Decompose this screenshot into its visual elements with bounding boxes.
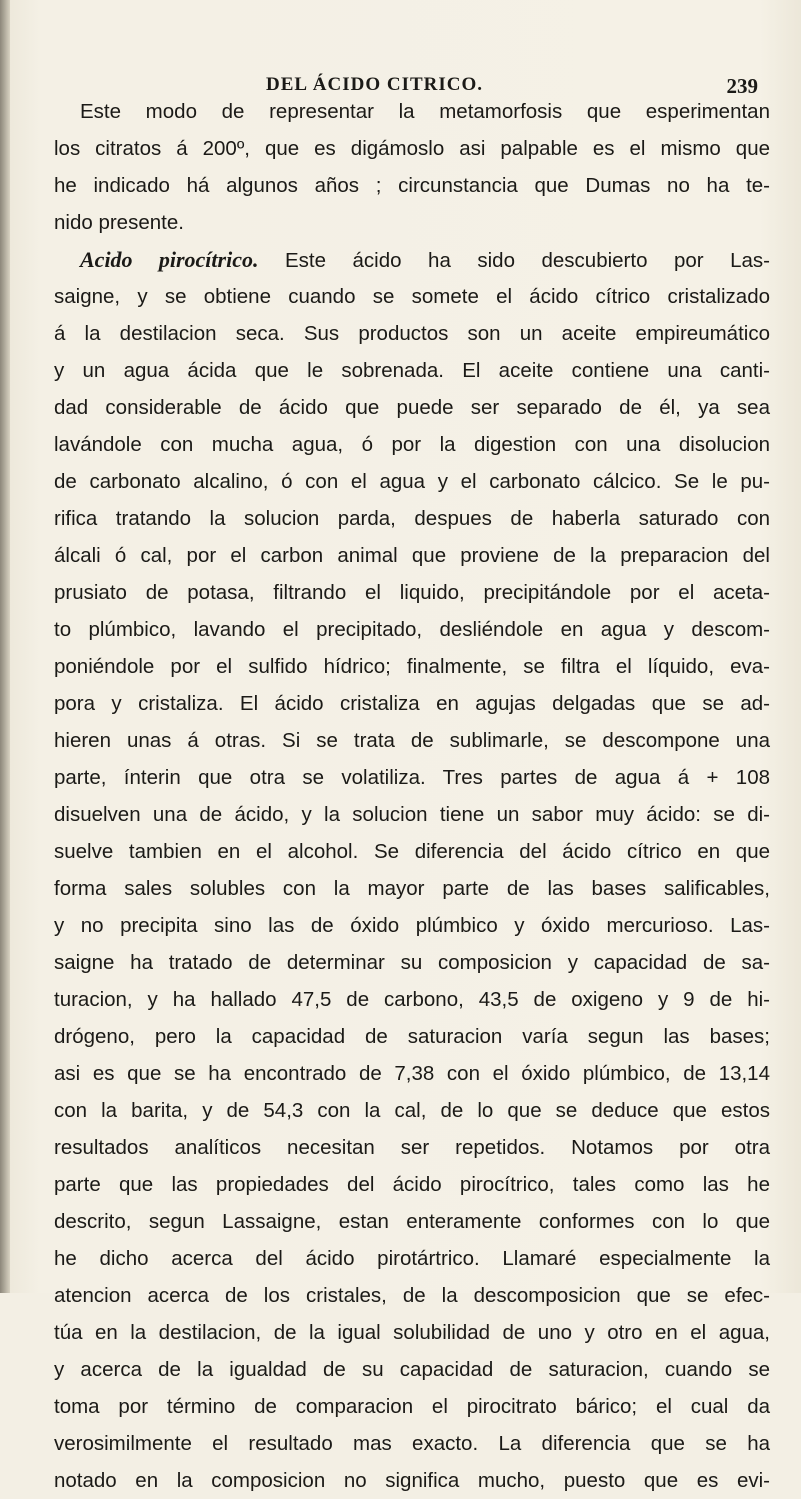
text-line: y no precipita sino las de óxido plúmbico y óxido mercurioso. Las- — [54, 914, 770, 937]
text-run: Este ácido ha sido descubierto por Las- — [258, 249, 771, 272]
text-line: prusiato de potasa, filtrando el liquido, precipitándole por el aceta- — [54, 581, 770, 604]
text-line: dad considerable de ácido que puede ser separado de él, ya sea — [54, 396, 770, 419]
running-head: DEL ÁCIDO CITRICO. — [266, 74, 484, 95]
text-line: parte que las propiedades del ácido pirocítrico, tales como las he — [54, 1173, 770, 1196]
body-text — [54, 93, 770, 1499]
text-line: Este modo de representar la metamorfosis que esperimentan — [80, 100, 770, 123]
text-line: rifica tratando la solucion parda, despues de haberla saturado con — [54, 507, 770, 530]
text-line: túa en la destilacion, de la igual solubilidad de uno y otro en el agua, — [54, 1321, 770, 1344]
text-line: disuelven una de ácido, y la solucion tiene un sabor muy ácido: se di- — [54, 803, 770, 826]
page-header — [48, 62, 778, 98]
text-line: hieren unas á otras. Si se trata de sublimarle, se descompone una — [54, 729, 770, 752]
text-line: poniéndole por el sulfido hídrico; finalmente, se filtra el líquido, eva- — [54, 655, 770, 678]
text-line: lavándole con mucha agua, ó por la digestion con una disolucion — [54, 433, 770, 456]
text-line: y acerca de la igualdad de su capacidad de saturacion, cuando se — [54, 1358, 770, 1381]
text-line: descrito, segun Lassaigne, estan enteramente conformes con lo que — [54, 1210, 770, 1233]
text-line: verosimilmente el resultado mas exacto. La diferencia que se ha — [54, 1432, 770, 1455]
text-line: álcali ó cal, por el carbon animal que proviene de la preparacion del — [54, 544, 770, 567]
text-line: drógeno, pero la capacidad de saturacion varía segun las bases; — [54, 1025, 770, 1048]
text-line: nido presente. — [54, 211, 184, 234]
text-line: forma sales solubles con la mayor parte de las bases salificables, — [54, 877, 770, 900]
page-number: 239 — [726, 74, 758, 98]
text-line — [54, 241, 770, 278]
text-line: á la destilacion seca. Sus productos son un aceite empireumático — [54, 322, 770, 345]
paragraph-1 — [54, 93, 770, 241]
text-line: pora y cristaliza. El ácido cristaliza en agujas delgadas que se ad- — [54, 692, 770, 715]
page-gutter-shadow — [0, 0, 10, 1293]
text-line: parte, ínterin que otra se volatiliza. Tres partes de agua á + 108 — [54, 766, 770, 789]
text-line: toma por término de comparacion el pirocitrato bárico; el cual da — [54, 1395, 770, 1418]
text-line: los citratos á 200º, que es digámoslo asi palpable es el mismo que — [54, 137, 770, 160]
text-line: y un agua ácida que le sobrenada. El aceite contiene una canti- — [54, 359, 770, 382]
text-line: to plúmbico, lavando el precipitado, desliéndole en agua y descom- — [54, 618, 770, 641]
section-heading-inline: Acido pirocítrico. — [80, 247, 259, 272]
paragraph-2 — [54, 241, 770, 1499]
text-line: turacion, y ha hallado 47,5 de carbono, 43,5 de oxigeno y 9 de hi- — [54, 988, 770, 1011]
text-line: he dicho acerca del ácido pirotártrico. Llamaré especialmente la — [54, 1247, 770, 1270]
text-line: asi es que se ha encontrado de 7,38 con el óxido plúmbico, de 13,14 — [54, 1062, 770, 1085]
text-line: saigne ha tratado de determinar su composicion y capacidad de sa- — [54, 951, 770, 974]
text-line: notado en la composicion no significa mucho, puesto que es evi- — [54, 1469, 770, 1492]
text-line: he indicado há algunos años ; circunstancia que Dumas no ha te- — [54, 174, 770, 197]
text-line: de carbonato alcalino, ó con el agua y el carbonato cálcico. Se le pu- — [54, 470, 770, 493]
text-line: resultados analíticos necesitan ser repetidos. Notamos por otra — [54, 1136, 770, 1159]
text-line: con la barita, y de 54,3 con la cal, de lo que se deduce que estos — [54, 1099, 770, 1122]
text-line: suelve tambien en el alcohol. Se diferencia del ácido cítrico en que — [54, 840, 770, 863]
text-line: saigne, y se obtiene cuando se somete el ácido cítrico cristalizado — [54, 285, 770, 308]
text-line: atencion acerca de los cristales, de la descomposicion que se efec- — [54, 1284, 770, 1307]
